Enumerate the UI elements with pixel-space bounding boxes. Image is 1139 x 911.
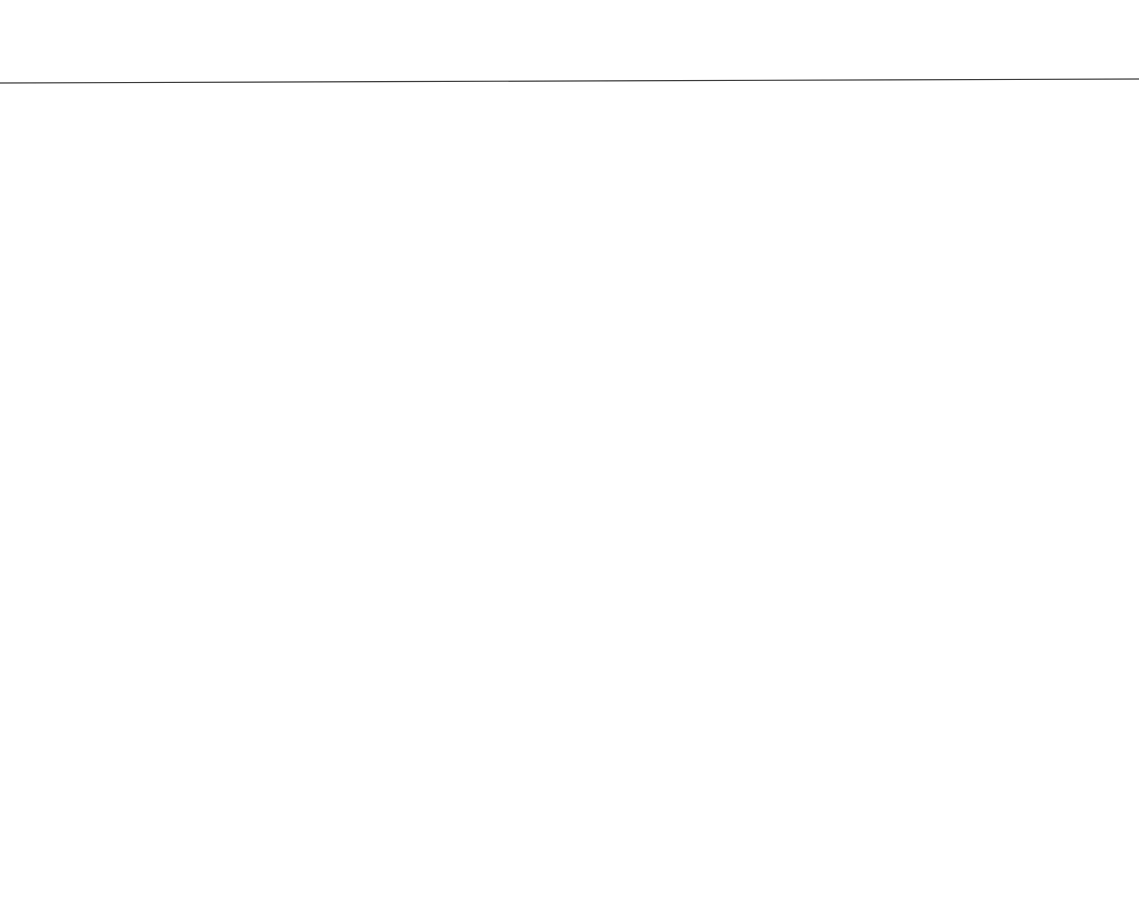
horizontal-divider-line [0,79,1139,83]
